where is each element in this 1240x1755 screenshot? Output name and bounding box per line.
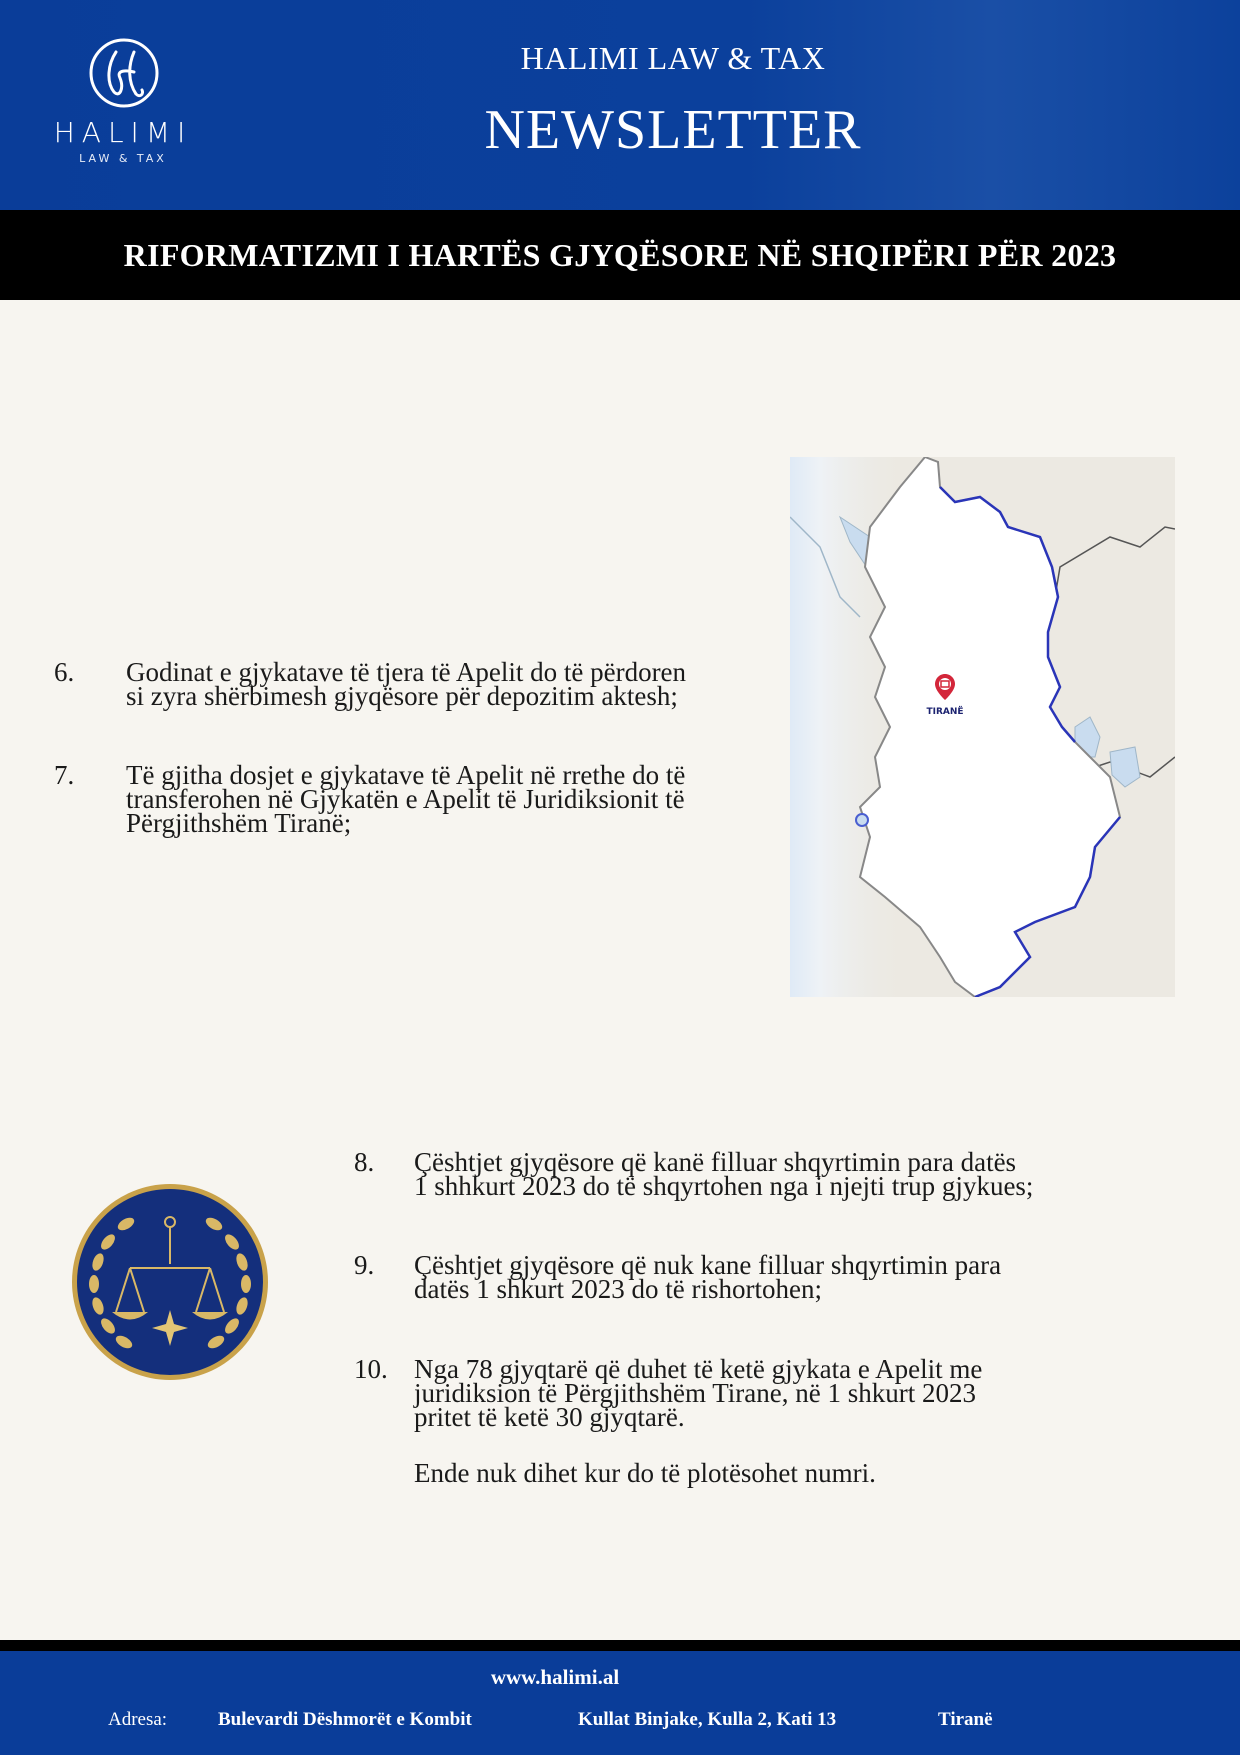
website-link[interactable]: www.halimi.al <box>490 1665 620 1689</box>
address-label: Adresa: <box>108 1709 168 1730</box>
court-seal-icon <box>68 1182 272 1382</box>
item-number: 9. <box>354 1250 375 1280</box>
item-line: Të gjitha dosjet e gjykatave të Apelit në rrethe do të <box>126 760 686 790</box>
item-line: si zyra shërbimesh gjyqësore për depozitim aktesh; <box>126 681 678 711</box>
footer-divider <box>0 1640 1240 1651</box>
map-graphic <box>790 457 1175 997</box>
address-street: Bulevardi Dëshmorët e Kombit <box>218 1709 472 1730</box>
lake-prespa <box>1110 747 1140 787</box>
item-line: Çështjet gjyqësore që kanë filluar shqyrtimin para datës <box>414 1147 1017 1177</box>
item-number: 7. <box>54 760 75 790</box>
item-line: Përgjithshëm Tiranë; <box>126 808 352 838</box>
logo-name: HALIMI <box>53 116 193 149</box>
address-city: Tiranë <box>938 1709 993 1730</box>
tirana-label: TIRANË <box>926 707 964 717</box>
lagoon <box>856 814 868 826</box>
note-text: Ende nuk dihet kur do të plotësohet numri. <box>414 1458 876 1488</box>
article-title-bar <box>0 210 1240 300</box>
border-kosovo <box>1055 527 1175 597</box>
item-line: datës 1 shkurt 2023 do të rishortohen; <box>414 1274 822 1304</box>
brand-name: HALIMI LAW & TAX <box>520 40 826 76</box>
article-title: RIFORMATIZMI I HARTËS GJYQËSORE NË SHQIPËRI PËR 2023 <box>123 237 1117 273</box>
item-number: 10. <box>354 1354 388 1384</box>
item-line: juridiksion të Përgjithshëm Tirane, në 1 shkurt 2023 <box>414 1378 976 1408</box>
item-number: 8. <box>354 1147 375 1177</box>
item-line: pritet të ketë 30 gjyqtarë. <box>414 1402 685 1432</box>
albania-map <box>790 457 1175 997</box>
item-line: transferohen në Gjykatën e Apelit të Juridiksionit të <box>126 784 685 814</box>
item-line: Çështjet gjyqësore që nuk kane filluar shqyrtimin para <box>414 1250 1002 1280</box>
closing-note <box>414 1458 876 1488</box>
item-line: Nga 78 gjyqtarë që duhet të ketë gjykata e Apelit me <box>414 1354 983 1384</box>
item-number: 6. <box>54 657 75 687</box>
address-building: Kullat Binjake, Kulla 2, Kati 13 <box>578 1709 837 1730</box>
footer <box>0 1651 1240 1755</box>
header-banner <box>0 0 1240 210</box>
item-line: 1 shhkurt 2023 do të shqyrtohen nga i njejti trup gjykues; <box>414 1171 1034 1201</box>
item-line: Godinat e gjykatave të tjera të Apelit do të përdoren <box>126 657 687 687</box>
newsletter-title: NEWSLETTER <box>484 99 862 161</box>
logo-subtitle: LAW & TAX <box>79 152 167 165</box>
